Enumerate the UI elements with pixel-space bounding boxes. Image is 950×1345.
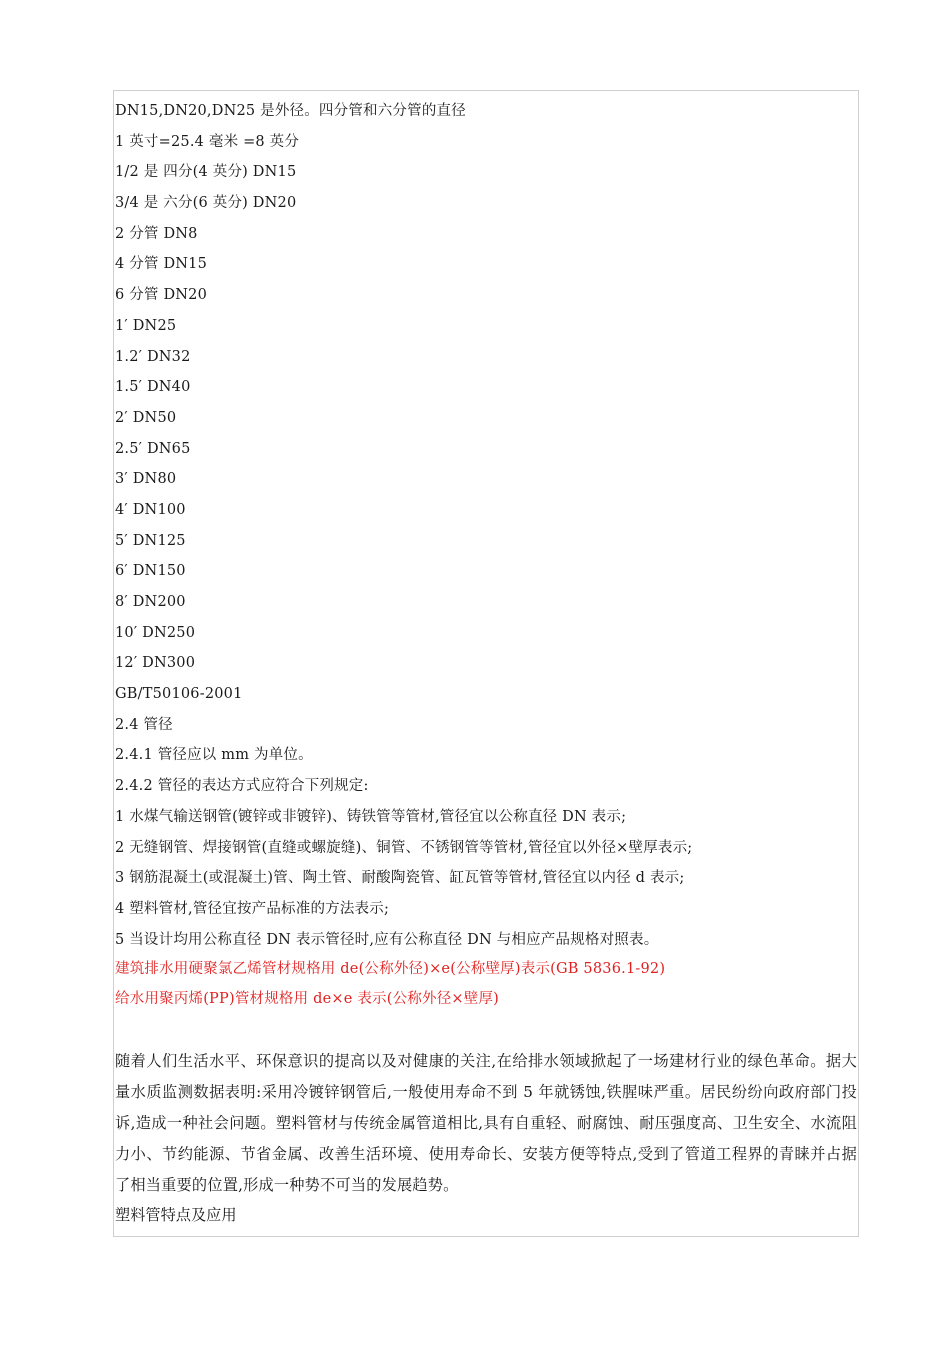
text-line: 6 分管 DN20: [115, 287, 208, 304]
rule-item: 1 水煤气输送钢管(镀锌或非镀锌)、铸铁管等管材,管径宜以公称直径 DN 表示;: [115, 808, 627, 825]
text-line: 1.5′ DN40: [115, 379, 191, 396]
text-line: 3/4 是 六分(6 英分) DN20: [115, 195, 297, 212]
rule-item: 2 无缝钢管、焊接钢管(直缝或螺旋缝)、铜管、不锈钢管等管材,管径宜以外径×壁厚表示;: [115, 839, 693, 856]
text-line: 8′ DN200: [115, 594, 186, 610]
text-line: 2.5′ DN65: [115, 440, 191, 457]
text-line: 1 英寸=25.4 毫米 =8 英分: [115, 133, 300, 150]
section-heading: 2.4 管径: [115, 716, 173, 733]
text-line: 3′ DN80: [115, 471, 177, 488]
text-line: DN15,DN20,DN25 是外径。四分管和六分管的直径: [115, 103, 466, 119]
text-line: 2 分管 DN8: [115, 225, 198, 242]
text-line: 1/2 是 四分(4 英分) DN15: [115, 164, 297, 181]
rule-item: 5 当设计均用公称直径 DN 表示管径时,应有公称直径 DN 与相应产品规格对照表。: [115, 931, 659, 948]
closing-heading: 塑料管特点及应用: [115, 1206, 237, 1224]
spec-lines: [115, 96, 855, 1014]
text-line: 5′ DN125: [115, 532, 186, 549]
text-line: 2′ DN50: [115, 409, 177, 426]
standard-code: GB/T50106-2001: [115, 686, 243, 703]
text-line: 4 分管 DN15: [115, 256, 208, 273]
text-line: 1′ DN25: [115, 317, 177, 334]
rule-item: 3 钢筋混凝土(或混凝土)管、陶土管、耐酸陶瓷管、缸瓦管等管材,管径宜以内径 d 表示;: [115, 870, 685, 887]
clause-line: 2.4.2 管径的表达方式应符合下列规定:: [115, 778, 369, 795]
rule-item: 4 塑料管材,管径宜按产品标准的方法表示;: [115, 900, 390, 917]
text-line: 6′ DN150: [115, 563, 186, 580]
text-line: 1.2′ DN32: [115, 348, 191, 365]
body-paragraph: 随着人们生活水平、环保意识的提高以及对健康的关注,在给排水领域掀起了一场建材行业的绿色革命。据大量水质监测数据表明:采用冷镀锌钢管后,一般使用寿命不到 5 年就锈蚀,铁腥味严重。居民纷纷向政府部门投诉,造成一种社会问题。塑料管材与传统金属管道相比,具有自重轻、耐腐蚀、耐压强度高、卫生安全、水流阻力小、节约能源、节省金属、改善生活环境、使用寿命长、安装方便等特点,受到了管道工程界的青睐并占据了相当重要的位置,形成一种势不可当的发展趋势。: [115, 1052, 857, 1194]
text-line: 10′ DN250: [115, 624, 196, 641]
text-line: 12′ DN300: [115, 655, 196, 672]
text-line: 4′ DN100: [115, 501, 186, 518]
clause-line: 2.4.1 管径应以 mm 为单位。: [115, 747, 313, 764]
highlight-line: 建筑排水用硬聚氯乙烯管材规格用 de(公称外径)×e(公称壁厚)表示(GB 5836.1-92): [115, 961, 666, 978]
highlight-line: 给水用聚丙烯(PP)管材规格用 de×e 表示(公称外径×壁厚): [115, 990, 499, 1007]
